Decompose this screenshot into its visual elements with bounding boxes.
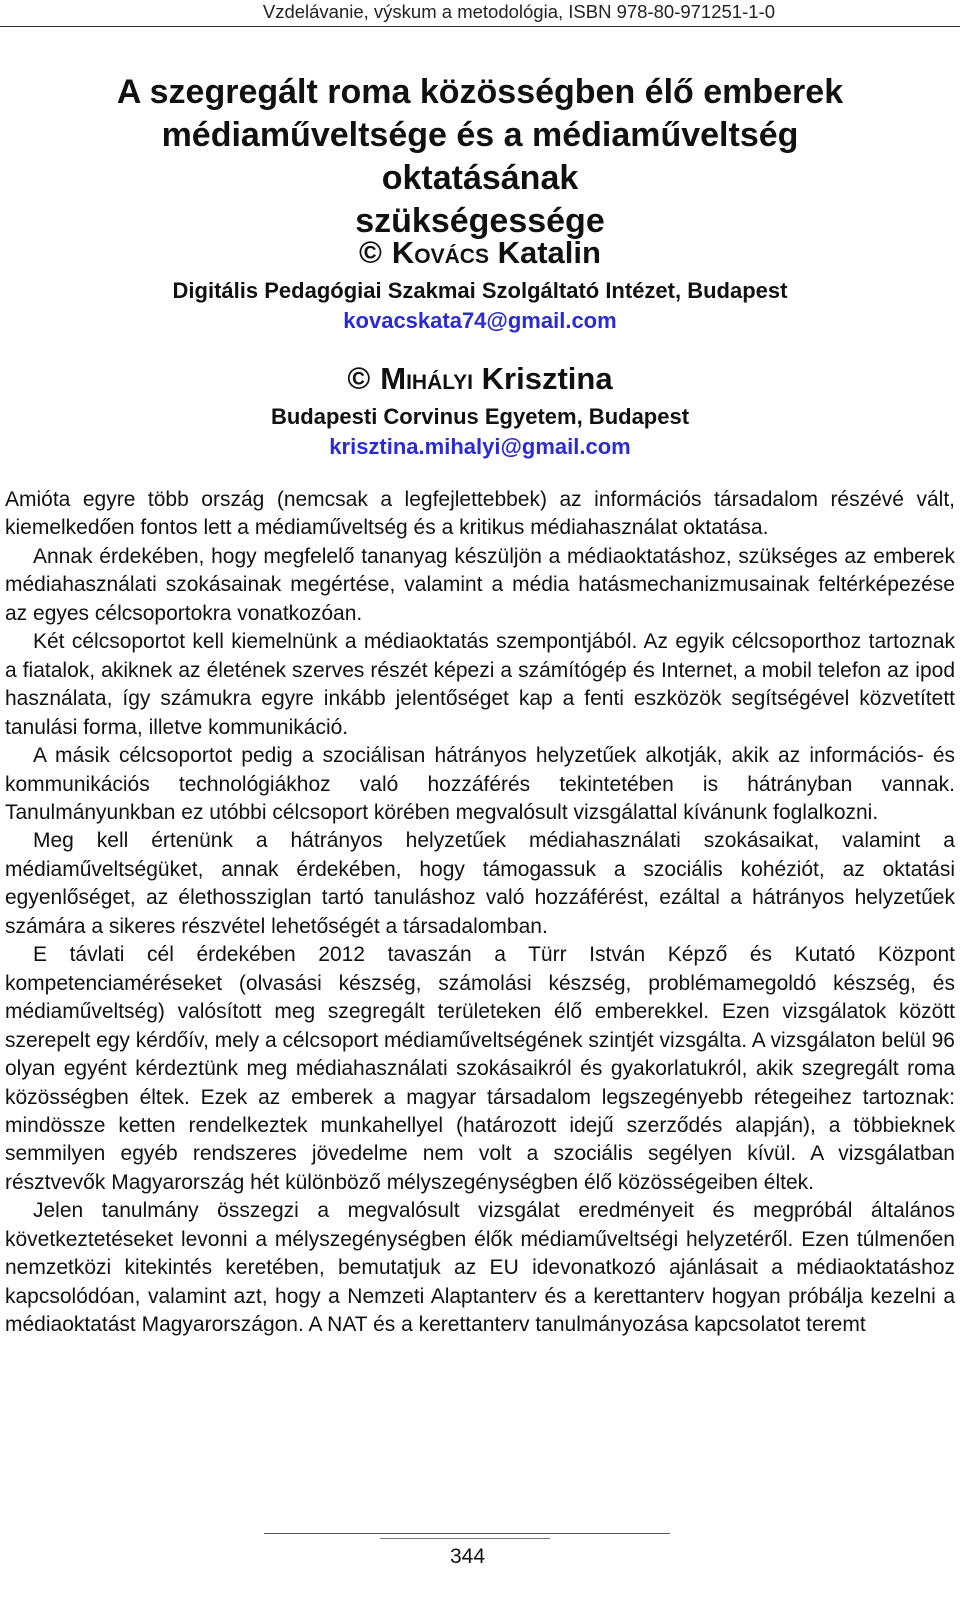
abstract-paragraph-2: Annak érdekében, hogy megfelelő tananyag készüljön a médiaoktatáshoz, szükséges az emberek médiahasználati szokásainak megértése, valamint a média hatásmechanizmusainak feltérképezése az egyes célcsoportokra vonatkozóan. [5, 544, 955, 625]
author-given-name: Krisztina [481, 361, 613, 396]
author-family-initial: M [380, 361, 407, 396]
author-family-initial: K [391, 235, 415, 270]
author-affiliation: Budapesti Corvinus Egyetem, Budapest [270, 404, 690, 429]
paper-title-line-1: A szegregált roma közösségben élő emberek [116, 73, 844, 111]
author-email-link[interactable]: kovacskata74@gmail.com [343, 308, 617, 333]
author-name [60, 234, 900, 276]
paper-title-line-3: szükségessége [355, 202, 605, 240]
abstract-body [5, 486, 955, 1340]
author-given-name: Katalin [497, 235, 601, 270]
abstract-paragraph-4: A másik célcsoportot pedig a szociálisan hátrányos helyzetűek alkotják, akik az információs- és kommunikációs technológiákhoz való hozzáférés tekintetében is hátrányban vannak. Tanulmányunkban ez utóbbi célcsoport körében megvalósult vizsgálattal kívánunk foglalkozni. [5, 744, 955, 824]
running-header-title: Vzdelávanie, výskum a metodológia, ISBN 978-80-971251-1-0 [262, 1, 775, 22]
author-family-rest: IHÁLYI [406, 371, 474, 394]
author-affiliation: Digitális Pedagógiai Szakmai Szolgáltató Intézet, Budapest [172, 278, 788, 303]
abstract-paragraph-3: Két célcsoportot kell kiemelnünk a médiaoktatás szempontjából. Az egyik célcsoporthoz tartoznak a fiatalok, akiknek az életének szerves részét képezi a számítógép és Internet, a mobil telefon az ipod használata, így számukra egyre inkább jelentőséget kap a fenti eszközök segítségével közvetített tanulási forma, illetve kommunikáció. [5, 630, 955, 739]
page-number: 344 [449, 1545, 486, 1568]
abstract-paragraph-7: Jelen tanulmány összegzi a megvalósult vizsgálat eredményeit és megpróbál általános következtetéseket levonni a mélyszegénységben élők médiaműveltségi helyzetéről. Ezen túlmenően nemzetközi kitekintés keretében, bemutatjuk az EU idevonatkozó ajánlásait a médiaoktatáshoz kapcsolódóan, valamint azt, hogy a Nemzeti Alaptanterv és a kerettanterv hogyan próbálja kezelni a médiaoktatást Magyarországon. A NAT és a kerettanterv tanulmányozása kapcsolatot teremt [5, 1199, 955, 1337]
paper-title-line-2: médiaműveltsége és a médiaműveltség oktatásának [161, 116, 799, 197]
footer-divider-short [380, 1538, 550, 1539]
abstract-paragraph-1: Amióta egyre több ország (nemcsak a legfejlettebbek) az információs társadalom részévé vált, kiemelkedően fontos lett a médiaműveltség és a kritikus médiahasználat oktatása. [5, 488, 955, 540]
paper-title [60, 71, 900, 243]
author-email-link[interactable]: krisztina.mihalyi@gmail.com [329, 434, 631, 459]
copyright-icon: © [347, 361, 371, 396]
author-block-mihalyi [60, 360, 900, 462]
author-family-rest: OVÁCS [414, 245, 489, 268]
copyright-icon: © [359, 235, 382, 270]
author-block-kovacs [60, 234, 900, 336]
running-header [0, 0, 960, 27]
abstract-paragraph-6: E távlati cél érdekében 2012 tavaszán a Türr István Képző és Kutató Központ kompetenciaméréseket (olvasási készség, számolási készség, problémamegoldó készség, és médiaműveltség) valósított meg szegregált területeken élő emberekkel. Ezen vizsgálatok között szerepelt egy kérdőív, mely a célcsoport médiaműveltségének szintjét vizsgálta. A vizsgálaton belül 96 olyan egyént kérdeztünk meg médiahasználati szokásaikról és gyakorlatukról, akik szegregált roma közösségben éltek. Ezek az emberek a magyar társadalom legszegényebb rétegeihez tartoznak: mindössze ketten rendelkeztek munkahellyel (határozott idejű szerződés alapján), a többieknek semmilyen egyéb rendszeres jövedelme nem volt a szociális segélyen kívül. A vizsgálatban résztvevők Magyarország hét különböző mélyszegénységben élő közösségeiben éltek. [5, 943, 955, 1194]
abstract-paragraph-5: Meg kell értenünk a hátrányos helyzetűek médiahasználati szokásaikat, valamint a médiaműveltségüket, annak érdekében, hogy támogassuk a szociális kohéziót, az oktatási egyenlőséget, az élethossziglan tartó tanuláshoz való hozzáférést, ezáltal a hátrányos helyzetűek számára a sikeres részvétel lehetőségét a társadalomban. [5, 829, 955, 938]
author-name [60, 360, 900, 402]
footer-divider [264, 1533, 670, 1534]
